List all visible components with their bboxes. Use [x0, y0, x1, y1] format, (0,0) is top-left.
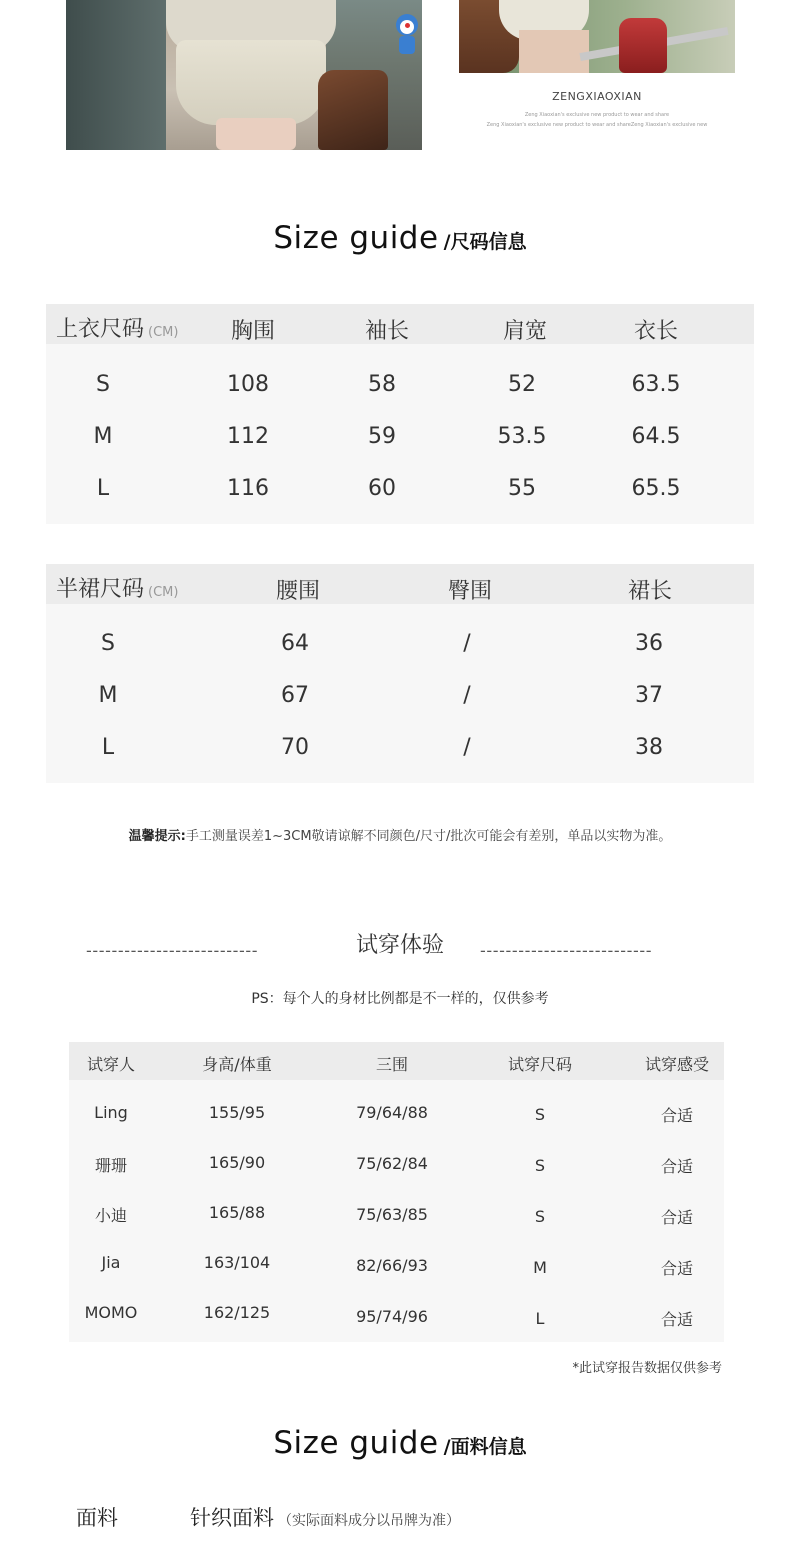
- table-cell: 116: [227, 476, 269, 501]
- table-cell: 60: [368, 476, 396, 501]
- size-guide-heading: [0, 220, 800, 256]
- table-cell: 合适: [660, 1310, 693, 1329]
- table-cell: 162/125: [203, 1303, 271, 1322]
- size-label: L: [96, 476, 110, 501]
- size-label: M: [93, 424, 113, 449]
- photo-toy: [396, 14, 418, 58]
- table-cell: 75/62/84: [356, 1154, 428, 1173]
- tip-label: 温馨提示:: [128, 829, 186, 844]
- table-cell: 合适: [660, 1259, 693, 1278]
- photo-legs: [519, 30, 589, 73]
- tester-name: Jia: [101, 1253, 121, 1272]
- table-cell: S: [534, 1207, 546, 1226]
- table-cell: 合适: [660, 1106, 693, 1125]
- photo-legs: [216, 118, 296, 150]
- table-cell: 55: [508, 476, 536, 501]
- size-label: S: [96, 372, 110, 397]
- table-cell: 37: [635, 683, 663, 708]
- table-cell: /: [463, 735, 471, 760]
- table-cell: 165/88: [208, 1203, 266, 1222]
- fabric-value: [190, 1502, 460, 1532]
- product-photo-right: [459, 0, 735, 73]
- column-header: 臀围: [447, 579, 492, 604]
- table-cell: /: [463, 631, 471, 656]
- fabric-heading: [0, 1425, 800, 1461]
- table-cell: 95/74/96: [356, 1307, 428, 1326]
- table-cell: 82/66/93: [356, 1256, 428, 1275]
- fitting-title: 试穿体验: [355, 933, 444, 958]
- brand-name: ZENGXIAOXIAN: [552, 90, 642, 103]
- column-header: 试穿尺码: [507, 1055, 572, 1074]
- table-cell: 70: [281, 735, 309, 760]
- column-header: 身高/体重: [202, 1055, 272, 1074]
- tip-text: 手工测量误差1~3CM敬请谅解不同颜色/尺寸/批次可能会有差别，单品以实物为准。: [185, 829, 672, 844]
- table-cell: 63.5: [631, 372, 681, 397]
- fabric-label: 面料: [76, 1506, 118, 1530]
- fitting-table: [69, 1042, 724, 1342]
- table-cell: 53.5: [497, 424, 547, 449]
- fabric-name: 针织面料: [190, 1506, 274, 1530]
- table-cell: /: [463, 683, 471, 708]
- column-header: 袖长: [364, 319, 409, 344]
- table-cell: 58: [368, 372, 396, 397]
- table-cell: S: [534, 1156, 546, 1175]
- column-header: 肩宽: [502, 319, 547, 344]
- heading-sub: /尺码信息: [443, 231, 527, 253]
- column-header: 裙长: [627, 579, 672, 604]
- heading-main: Size guide: [273, 220, 439, 256]
- table-cell: 38: [635, 735, 663, 760]
- warm-tip: [0, 825, 800, 844]
- fitting-note: *此试穿报告数据仅供参考: [572, 1361, 722, 1376]
- table-cell: M: [533, 1258, 547, 1277]
- column-header: 胸围: [230, 319, 275, 344]
- table-cell: S: [534, 1105, 546, 1124]
- table-cell: 合适: [660, 1208, 693, 1227]
- size-label: L: [101, 735, 115, 760]
- table-cell: 108: [227, 372, 269, 397]
- table-cell: 64: [281, 631, 309, 656]
- table-cell: 165/90: [208, 1153, 266, 1172]
- table-cell: L: [535, 1309, 545, 1328]
- fabric-note: （实际面料成分以吊牌为准）: [278, 1513, 460, 1529]
- fitting-ps: PS：每个人的身材比例都是不一样的，仅供参考: [251, 991, 549, 1007]
- tester-name: 小迪: [94, 1206, 127, 1225]
- column-header: 衣长: [633, 319, 678, 344]
- brand-tagline: Zeng Xiaoxian's exclusive new product to wear and share: [524, 112, 670, 118]
- table-cell: 79/64/88: [356, 1103, 428, 1122]
- table-cell: 163/104: [203, 1253, 271, 1272]
- divider-left: ---------------------------: [86, 941, 259, 960]
- brand-tagline: Zeng Xiaoxian's exclusive new product to wear and shareZeng Xiaoxian's exclusive new: [486, 122, 708, 128]
- column-header: 试穿感受: [644, 1055, 709, 1074]
- heading-sub: /面料信息: [443, 1436, 527, 1458]
- table-title: 上衣尺码 (CM): [56, 317, 179, 342]
- divider-right: ---------------------------: [480, 941, 653, 960]
- size-label: M: [98, 683, 118, 708]
- heading-main: Size guide: [273, 1425, 439, 1461]
- table-cell: 155/95: [208, 1103, 266, 1122]
- table-cell: 52: [508, 372, 536, 397]
- table-cell: 59: [368, 424, 396, 449]
- tester-name: Ling: [94, 1103, 128, 1122]
- column-header: 腰围: [275, 579, 320, 604]
- table-cell: 65.5: [631, 476, 681, 501]
- table-cell: 合适: [660, 1157, 693, 1176]
- table-cell: 64.5: [631, 424, 681, 449]
- photo-boot: [318, 70, 388, 150]
- column-header: 三围: [375, 1055, 408, 1074]
- tester-name: MOMO: [84, 1303, 138, 1322]
- size-label: S: [101, 631, 115, 656]
- skirt-size-table: [46, 564, 754, 783]
- photo-red-item: [619, 18, 667, 73]
- table-cell: 67: [281, 683, 309, 708]
- table-title: 半裙尺码 (CM): [56, 577, 179, 602]
- table-cell: 36: [635, 631, 663, 656]
- column-header: 试穿人: [86, 1055, 135, 1074]
- table-cell: 75/63/85: [356, 1205, 428, 1224]
- top-size-table: [46, 304, 754, 524]
- table-cell: 112: [227, 424, 269, 449]
- photo-skirt: [176, 40, 326, 125]
- tester-name: 珊珊: [94, 1156, 127, 1175]
- product-photo-left: [66, 0, 422, 150]
